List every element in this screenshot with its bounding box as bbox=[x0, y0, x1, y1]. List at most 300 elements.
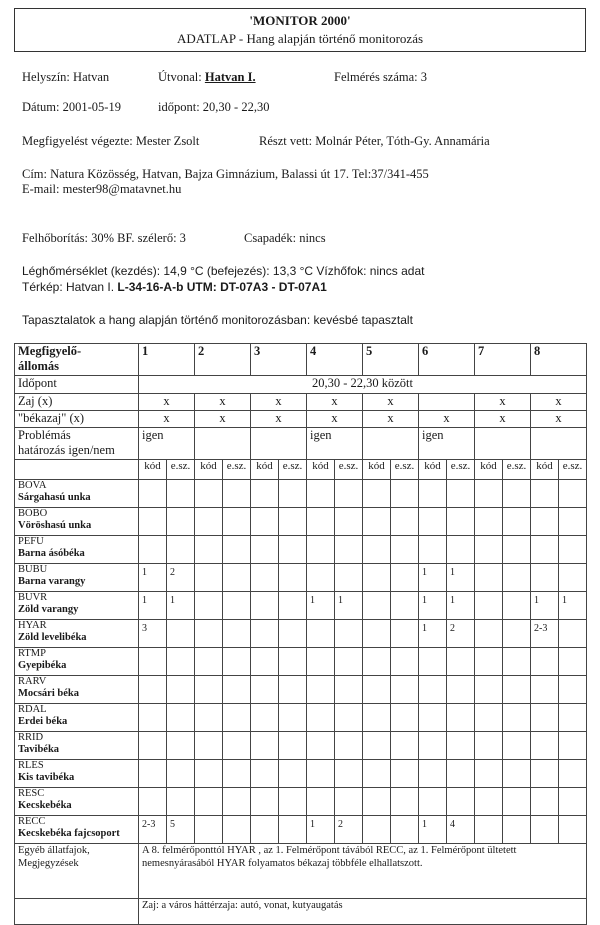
time-row bbox=[15, 376, 587, 394]
count-cell bbox=[447, 536, 475, 564]
count-cell bbox=[279, 648, 307, 676]
count-cell bbox=[279, 592, 307, 620]
code-cell bbox=[475, 480, 503, 508]
code-header: kód bbox=[307, 460, 335, 480]
species-name: Zöld levelibéka bbox=[18, 632, 87, 643]
species-name: Barna varangy bbox=[18, 576, 86, 587]
count-cell: 2 bbox=[335, 816, 363, 844]
notes-paragraph-1: A 8. felmérőponttól HYAR , az 1. Felmérőpont távából RECC, az 1. Felmérőpont ültetett nemesnyárasából HYAR folyamatos békazaj többféle elhallatszott. bbox=[142, 845, 517, 869]
count-cell bbox=[279, 676, 307, 704]
code-cell bbox=[531, 816, 559, 844]
utm-value: DT-07A3 - DT-07A1 bbox=[220, 280, 327, 294]
count-cell bbox=[167, 620, 195, 648]
code-cell bbox=[363, 564, 391, 592]
count-cell bbox=[503, 592, 531, 620]
count-cell bbox=[223, 536, 251, 564]
code-cell bbox=[531, 508, 559, 536]
precipitation-line: Csapadék: nincs bbox=[244, 231, 326, 245]
code-cell bbox=[307, 760, 335, 788]
problem-cell: igen bbox=[139, 428, 195, 460]
form-subtitle: ADATLAP - Hang alapján történő monitorozás bbox=[176, 31, 424, 46]
code-cell bbox=[195, 508, 223, 536]
count-cell bbox=[391, 732, 419, 760]
code-cell bbox=[531, 788, 559, 816]
count-header: e.sz. bbox=[223, 460, 251, 480]
count-cell bbox=[223, 620, 251, 648]
count-header: e.sz. bbox=[503, 460, 531, 480]
station-header-label: Megfigyelő- állomás bbox=[15, 344, 139, 376]
species-label bbox=[15, 564, 139, 592]
noise-cell: x bbox=[307, 394, 363, 411]
count-cell bbox=[279, 816, 307, 844]
code-cell bbox=[419, 760, 447, 788]
species-code: RTMP bbox=[18, 648, 46, 659]
count-header: e.sz. bbox=[391, 460, 419, 480]
map-code: L-34-16-A-b bbox=[117, 280, 184, 294]
species-code: BUVR bbox=[18, 592, 48, 603]
species-row bbox=[15, 536, 587, 564]
count-cell bbox=[335, 508, 363, 536]
code-cell bbox=[139, 760, 167, 788]
notes-paragraph-2: Zaj: a város háttérzaja: autó, vonat, kutyaugatás bbox=[139, 899, 587, 925]
count-cell bbox=[559, 760, 587, 788]
code-cell bbox=[363, 732, 391, 760]
time-row-label: Időpont bbox=[15, 376, 139, 394]
species-code: RECC bbox=[18, 816, 46, 827]
count-cell bbox=[223, 564, 251, 592]
count-cell: 1 bbox=[447, 564, 475, 592]
survey-number-value: 3 bbox=[420, 70, 428, 84]
count-cell bbox=[391, 620, 419, 648]
code-cell bbox=[251, 592, 279, 620]
code-cell bbox=[531, 704, 559, 732]
code-header: kód bbox=[531, 460, 559, 480]
count-cell bbox=[447, 508, 475, 536]
problem-cell: igen bbox=[419, 428, 475, 460]
count-cell bbox=[391, 508, 419, 536]
code-cell bbox=[251, 480, 279, 508]
code-cell bbox=[531, 676, 559, 704]
code-cell bbox=[363, 620, 391, 648]
code-cell bbox=[531, 564, 559, 592]
species-row bbox=[15, 620, 587, 648]
code-cell bbox=[195, 592, 223, 620]
frog-noise-cell: x bbox=[475, 411, 531, 428]
code-cell bbox=[419, 648, 447, 676]
notes-text bbox=[139, 844, 587, 899]
station-number: 3 bbox=[251, 344, 307, 376]
code-cell bbox=[363, 508, 391, 536]
notes-label-blank bbox=[15, 899, 139, 925]
code-cell bbox=[195, 564, 223, 592]
species-code: RESC bbox=[18, 788, 45, 799]
code-cell bbox=[531, 760, 559, 788]
species-row bbox=[15, 676, 587, 704]
code-cell bbox=[195, 648, 223, 676]
code-cell bbox=[139, 536, 167, 564]
count-cell: 1 bbox=[335, 592, 363, 620]
date-line: Dátum: 2001-05-19 bbox=[22, 100, 121, 114]
count-cell bbox=[279, 788, 307, 816]
time-line: időpont: 20,30 - 22,30 bbox=[158, 100, 270, 114]
count-cell: 4 bbox=[447, 816, 475, 844]
count-cell bbox=[223, 704, 251, 732]
notes-row-2 bbox=[15, 899, 587, 925]
count-cell bbox=[391, 788, 419, 816]
count-cell bbox=[503, 732, 531, 760]
frog-noise-row-label: "békazaj" (x) bbox=[15, 411, 139, 428]
species-name: Mocsári béka bbox=[18, 688, 79, 699]
count-cell: 1 bbox=[167, 592, 195, 620]
code-cell bbox=[475, 508, 503, 536]
frog-noise-cell: x bbox=[363, 411, 419, 428]
code-cell bbox=[251, 788, 279, 816]
count-cell: 5 bbox=[167, 816, 195, 844]
code-cell bbox=[307, 480, 335, 508]
code-cell bbox=[363, 676, 391, 704]
species-name: Kis tavibéka bbox=[18, 772, 75, 783]
wind-value: 3 bbox=[179, 231, 186, 245]
count-cell bbox=[391, 480, 419, 508]
frog-noise-cell: x bbox=[419, 411, 475, 428]
count-cell bbox=[559, 620, 587, 648]
species-row bbox=[15, 760, 587, 788]
species-row bbox=[15, 592, 587, 620]
count-cell bbox=[223, 676, 251, 704]
station-number: 6 bbox=[419, 344, 475, 376]
code-cell bbox=[531, 732, 559, 760]
count-cell bbox=[335, 648, 363, 676]
count-cell bbox=[503, 788, 531, 816]
problem-row-label: Problémás határozás igen/nem bbox=[15, 428, 139, 460]
station-number: 4 bbox=[307, 344, 363, 376]
species-row bbox=[15, 480, 587, 508]
station-header-row bbox=[15, 344, 587, 376]
frog-noise-cell: x bbox=[251, 411, 307, 428]
frog-noise-cell: x bbox=[195, 411, 251, 428]
count-cell bbox=[223, 648, 251, 676]
count-cell bbox=[559, 480, 587, 508]
count-cell bbox=[279, 480, 307, 508]
code-cell: 1 bbox=[419, 620, 447, 648]
subheader-row bbox=[15, 460, 587, 480]
code-cell bbox=[475, 564, 503, 592]
date-value: 2001-05-19 bbox=[62, 100, 121, 114]
code-cell bbox=[531, 480, 559, 508]
code-cell bbox=[195, 732, 223, 760]
problem-cell: igen bbox=[307, 428, 363, 460]
count-cell bbox=[447, 648, 475, 676]
code-cell bbox=[363, 704, 391, 732]
code-cell bbox=[475, 620, 503, 648]
count-cell bbox=[279, 732, 307, 760]
code-header: kód bbox=[139, 460, 167, 480]
address-line: Cím: Natura Közösség, Hatvan, Bajza Gimnázium, Balassi út 17. Tel:37/341-455 bbox=[22, 167, 429, 181]
code-cell bbox=[363, 816, 391, 844]
species-label bbox=[15, 788, 139, 816]
count-cell: 2 bbox=[167, 564, 195, 592]
frog-noise-cell: x bbox=[307, 411, 363, 428]
count-cell bbox=[167, 676, 195, 704]
code-cell: 3 bbox=[139, 620, 167, 648]
temperature-line: Léghőmérséklet (kezdés): 14,9 °C (befejezés): 13,3 °C Vízhőfok: nincs adat bbox=[22, 264, 425, 278]
code-header: kód bbox=[363, 460, 391, 480]
count-cell bbox=[503, 620, 531, 648]
noise-cell: x bbox=[531, 394, 587, 411]
count-cell bbox=[335, 564, 363, 592]
count-cell bbox=[391, 760, 419, 788]
count-cell bbox=[167, 480, 195, 508]
noise-cell: x bbox=[139, 394, 195, 411]
species-code: RDAL bbox=[18, 704, 47, 715]
code-cell: 1 bbox=[531, 592, 559, 620]
code-cell bbox=[251, 564, 279, 592]
problem-cell bbox=[363, 428, 419, 460]
count-header: e.sz. bbox=[335, 460, 363, 480]
code-cell: 1 bbox=[307, 816, 335, 844]
count-cell bbox=[559, 788, 587, 816]
code-cell bbox=[251, 816, 279, 844]
species-code: BOBO bbox=[18, 508, 48, 519]
species-label bbox=[15, 704, 139, 732]
code-cell bbox=[419, 480, 447, 508]
species-code: PEFU bbox=[18, 536, 44, 547]
code-cell bbox=[419, 536, 447, 564]
code-cell bbox=[139, 676, 167, 704]
code-cell bbox=[251, 508, 279, 536]
observer-line: Megfigyelést végezte: Mester Zsolt bbox=[22, 134, 200, 148]
species-name: Kecskebéka fajcsoport bbox=[18, 828, 120, 839]
precipitation-value: nincs bbox=[299, 231, 326, 245]
species-label bbox=[15, 536, 139, 564]
map-line: Térkép: Hatvan I. L-34-16-A-b UTM: DT-07A3 - DT-07A1 bbox=[22, 280, 327, 294]
count-cell bbox=[559, 536, 587, 564]
code-cell bbox=[139, 648, 167, 676]
count-header: e.sz. bbox=[447, 460, 475, 480]
species-label bbox=[15, 732, 139, 760]
code-cell bbox=[195, 760, 223, 788]
noise-cell: x bbox=[475, 394, 531, 411]
count-cell bbox=[279, 508, 307, 536]
code-cell bbox=[195, 788, 223, 816]
problem-row bbox=[15, 428, 587, 460]
route-line: Útvonal: Hatvan I. bbox=[158, 70, 256, 84]
code-cell bbox=[195, 536, 223, 564]
code-cell bbox=[139, 732, 167, 760]
code-cell: 1 bbox=[139, 592, 167, 620]
species-name: Sárgahasú unka bbox=[18, 492, 91, 503]
code-cell bbox=[475, 788, 503, 816]
count-cell bbox=[503, 816, 531, 844]
problem-cell bbox=[195, 428, 251, 460]
code-cell bbox=[363, 592, 391, 620]
species-label bbox=[15, 760, 139, 788]
species-name: Gyepibéka bbox=[18, 660, 67, 671]
station-number: 1 bbox=[139, 344, 195, 376]
code-cell bbox=[251, 620, 279, 648]
species-code: RLES bbox=[18, 760, 44, 771]
code-cell bbox=[195, 676, 223, 704]
species-name: Kecskebéka bbox=[18, 800, 72, 811]
code-cell bbox=[195, 480, 223, 508]
count-cell bbox=[335, 480, 363, 508]
code-cell bbox=[307, 620, 335, 648]
code-cell bbox=[307, 508, 335, 536]
count-cell bbox=[503, 676, 531, 704]
count-cell bbox=[279, 620, 307, 648]
problem-cell bbox=[531, 428, 587, 460]
code-header: kód bbox=[251, 460, 279, 480]
notes-row bbox=[15, 844, 587, 899]
species-label bbox=[15, 676, 139, 704]
count-cell bbox=[391, 816, 419, 844]
notes-label: Egyéb állatfajok, Megjegyzések bbox=[15, 844, 139, 899]
code-cell bbox=[419, 704, 447, 732]
count-cell: 2 bbox=[447, 620, 475, 648]
count-cell bbox=[223, 788, 251, 816]
time-value: 20,30 - 22,30 bbox=[202, 100, 270, 114]
code-cell bbox=[307, 564, 335, 592]
form-title: 'MONITOR 2000' bbox=[249, 13, 351, 28]
code-cell bbox=[307, 732, 335, 760]
problem-cell bbox=[251, 428, 307, 460]
code-cell bbox=[139, 788, 167, 816]
code-cell: 1 bbox=[419, 564, 447, 592]
code-cell bbox=[139, 480, 167, 508]
count-cell bbox=[559, 816, 587, 844]
species-code: BOVA bbox=[18, 480, 47, 491]
cloud-line: Felhőborítás: 30% BF. szélerő: 3 bbox=[22, 231, 186, 245]
frog-noise-row bbox=[15, 411, 587, 428]
count-cell bbox=[335, 620, 363, 648]
code-cell bbox=[419, 788, 447, 816]
code-cell bbox=[419, 732, 447, 760]
survey-number-line: Felmérés száma: 3 bbox=[334, 70, 428, 84]
count-cell bbox=[559, 648, 587, 676]
count-cell bbox=[503, 564, 531, 592]
count-cell bbox=[335, 788, 363, 816]
code-cell bbox=[475, 760, 503, 788]
station-number: 2 bbox=[195, 344, 251, 376]
code-cell bbox=[251, 648, 279, 676]
count-cell bbox=[391, 592, 419, 620]
count-cell bbox=[559, 732, 587, 760]
participants-line: Részt vett: Molnár Péter, Tóth-Gy. Annamária bbox=[259, 134, 490, 148]
species-name: Erdei béka bbox=[18, 716, 68, 727]
subheader-blank bbox=[15, 460, 139, 480]
code-cell: 1 bbox=[139, 564, 167, 592]
count-cell bbox=[223, 732, 251, 760]
count-cell bbox=[335, 760, 363, 788]
count-cell: 1 bbox=[447, 592, 475, 620]
time-row-value: 20,30 - 22,30 között bbox=[139, 376, 587, 394]
count-cell bbox=[503, 536, 531, 564]
species-code: BUBU bbox=[18, 564, 48, 575]
species-label bbox=[15, 816, 139, 844]
email-line: E-mail: mester98@matavnet.hu bbox=[22, 182, 182, 196]
code-cell bbox=[363, 536, 391, 564]
code-cell bbox=[475, 676, 503, 704]
count-cell bbox=[279, 760, 307, 788]
code-cell bbox=[251, 760, 279, 788]
noise-cell bbox=[419, 394, 475, 411]
count-cell bbox=[447, 788, 475, 816]
station-number: 8 bbox=[531, 344, 587, 376]
code-cell bbox=[195, 704, 223, 732]
count-cell bbox=[447, 676, 475, 704]
code-cell bbox=[195, 620, 223, 648]
count-cell bbox=[503, 760, 531, 788]
count-cell bbox=[223, 760, 251, 788]
species-label bbox=[15, 480, 139, 508]
code-cell bbox=[251, 676, 279, 704]
code-cell bbox=[475, 536, 503, 564]
count-cell bbox=[223, 508, 251, 536]
species-row bbox=[15, 648, 587, 676]
observer-value: Mester Zsolt bbox=[135, 134, 200, 148]
species-code: RARV bbox=[18, 676, 47, 687]
count-header: e.sz. bbox=[559, 460, 587, 480]
code-cell bbox=[363, 648, 391, 676]
noise-row bbox=[15, 394, 587, 411]
count-cell bbox=[391, 704, 419, 732]
count-cell bbox=[503, 508, 531, 536]
species-row bbox=[15, 704, 587, 732]
cloud-value: 30% bbox=[91, 231, 115, 245]
code-cell bbox=[363, 760, 391, 788]
count-cell bbox=[167, 760, 195, 788]
form-header bbox=[14, 8, 586, 52]
count-cell bbox=[391, 564, 419, 592]
count-cell bbox=[335, 536, 363, 564]
count-cell bbox=[447, 704, 475, 732]
count-cell bbox=[167, 704, 195, 732]
count-cell bbox=[391, 648, 419, 676]
code-header: kód bbox=[475, 460, 503, 480]
species-label bbox=[15, 648, 139, 676]
code-cell bbox=[251, 536, 279, 564]
species-row bbox=[15, 732, 587, 760]
count-cell bbox=[391, 536, 419, 564]
count-cell bbox=[167, 648, 195, 676]
code-cell bbox=[475, 816, 503, 844]
species-row bbox=[15, 788, 587, 816]
count-cell bbox=[335, 732, 363, 760]
species-label bbox=[15, 508, 139, 536]
count-cell bbox=[223, 480, 251, 508]
species-rows bbox=[15, 480, 587, 844]
count-cell bbox=[167, 536, 195, 564]
code-cell bbox=[251, 704, 279, 732]
location-value: Hatvan bbox=[73, 70, 110, 84]
species-name: Vöröshasú unka bbox=[18, 520, 92, 531]
station-number: 5 bbox=[363, 344, 419, 376]
code-cell bbox=[363, 788, 391, 816]
count-cell bbox=[503, 704, 531, 732]
count-cell bbox=[447, 732, 475, 760]
problem-cell bbox=[475, 428, 531, 460]
code-header: kód bbox=[195, 460, 223, 480]
code-cell bbox=[475, 648, 503, 676]
code-cell: 1 bbox=[419, 816, 447, 844]
species-row bbox=[15, 816, 587, 844]
code-cell bbox=[139, 508, 167, 536]
code-cell: 1 bbox=[307, 592, 335, 620]
count-cell bbox=[447, 760, 475, 788]
code-cell bbox=[307, 648, 335, 676]
code-cell: 2-3 bbox=[531, 620, 559, 648]
count-cell bbox=[503, 648, 531, 676]
